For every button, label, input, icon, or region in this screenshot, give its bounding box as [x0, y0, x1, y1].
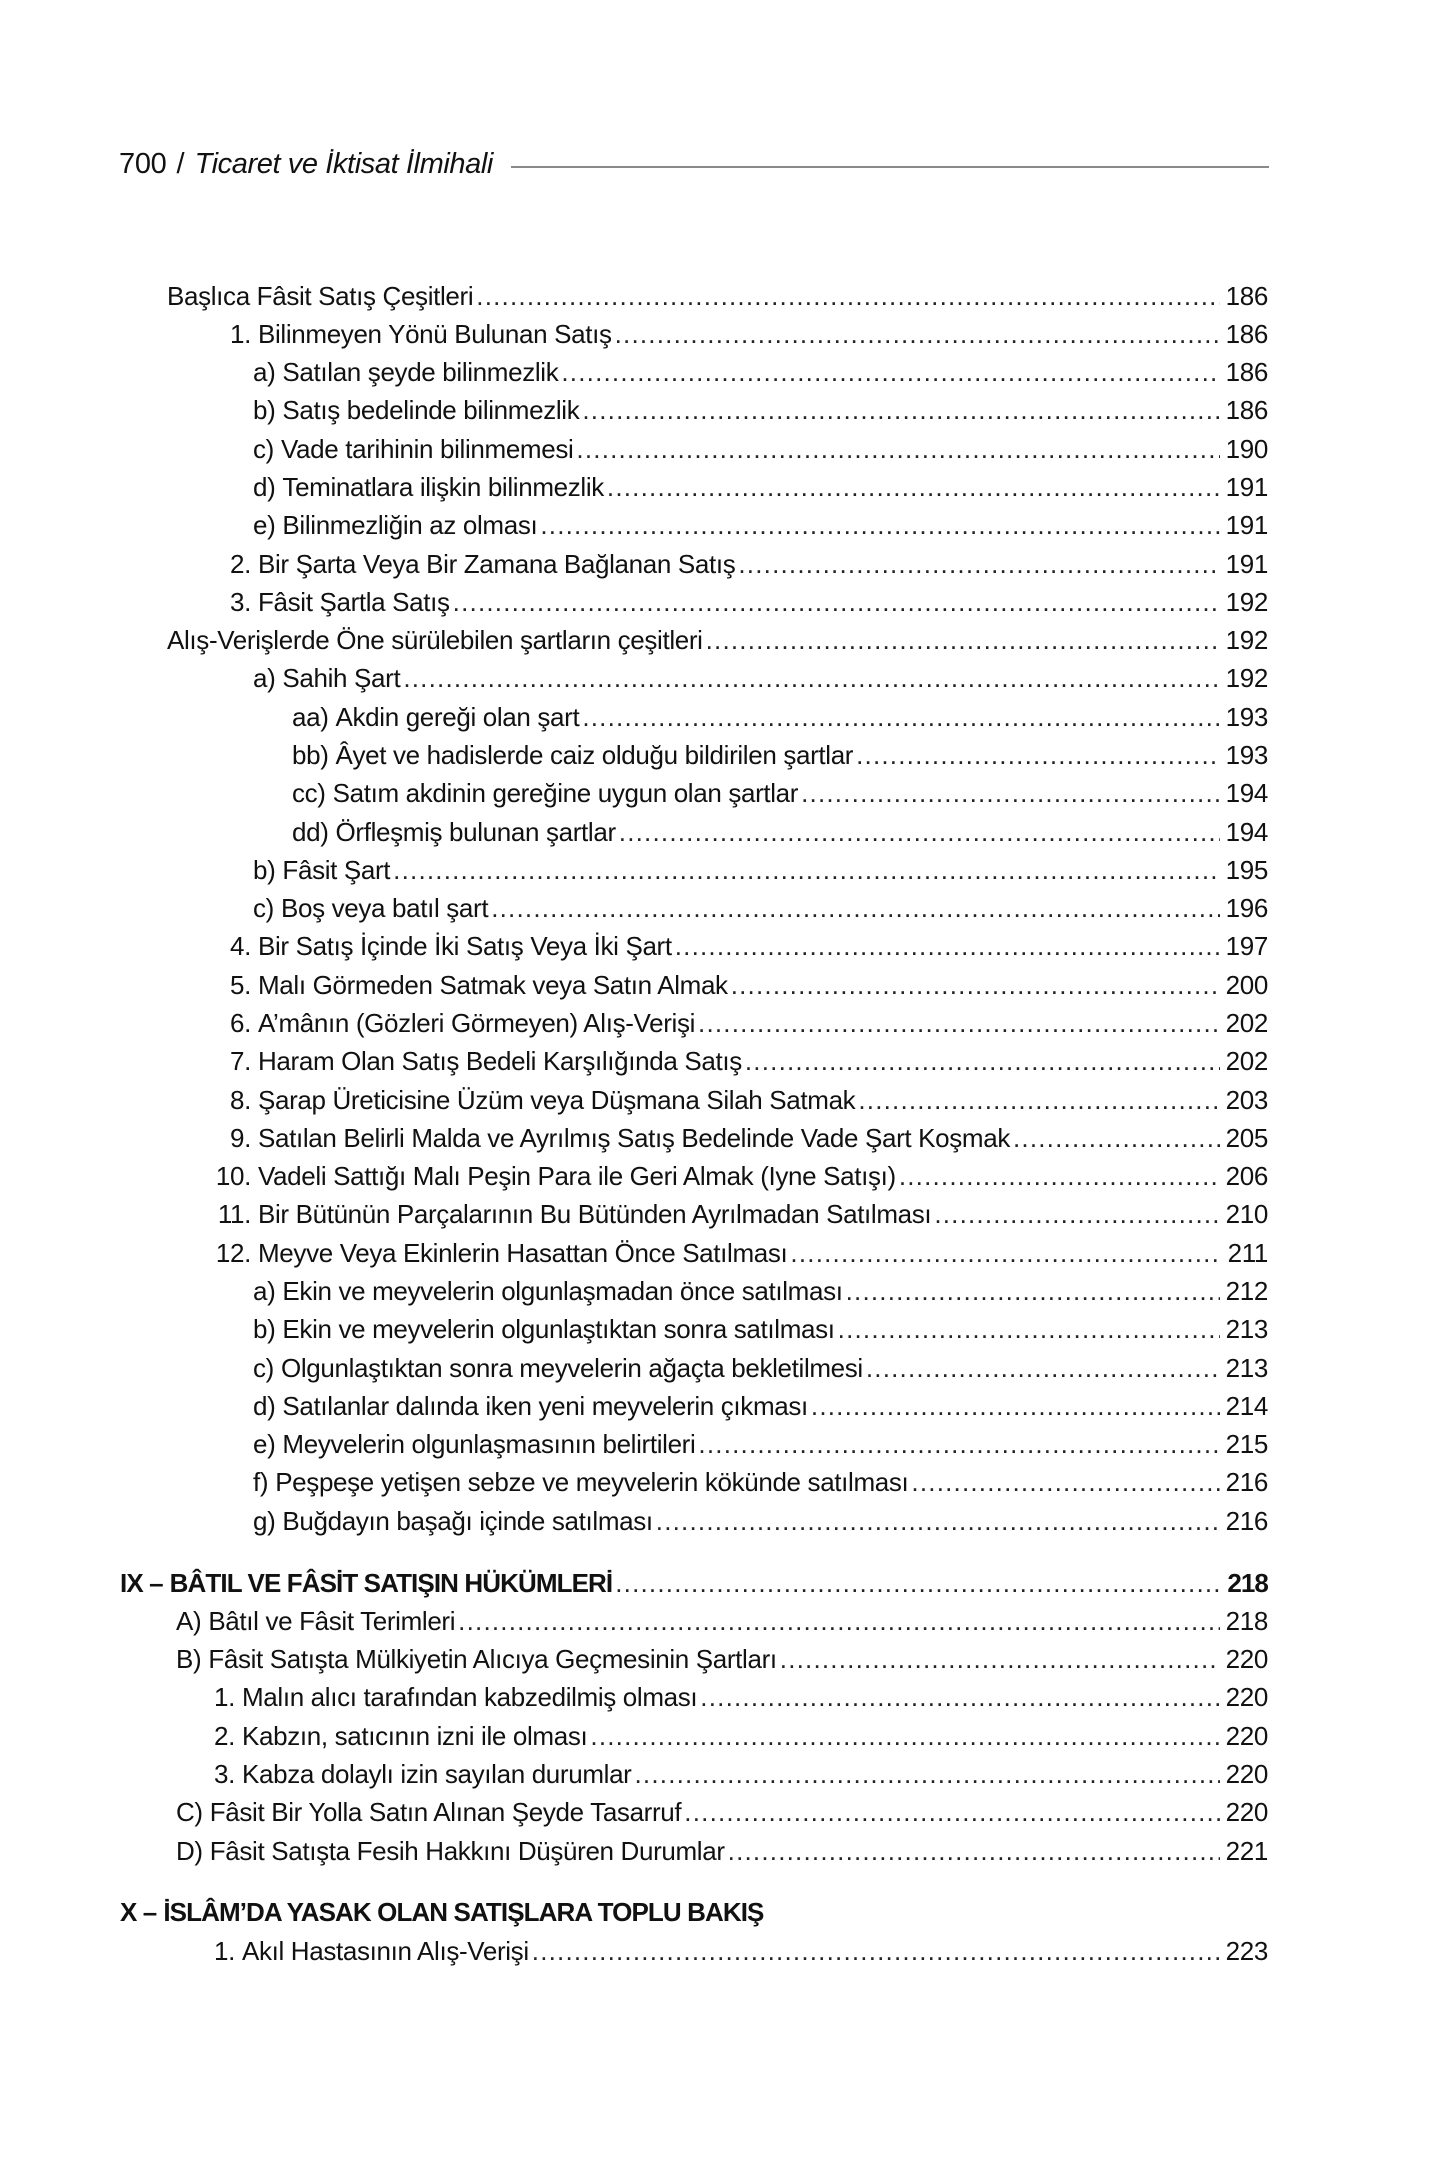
toc-entry-leader: [214, 1717, 1222, 1755]
toc-entry-page: 193: [1225, 702, 1268, 732]
toc-section-heading[interactable]: [0, 1893, 1440, 1931]
toc-entry[interactable]: [0, 774, 1440, 812]
dot-leader: [393, 851, 1220, 889]
toc-entry-title: Kabzın, satıcının izni ile olması: [241, 1721, 588, 1751]
toc-entry-title: Peşpeşe yetişen sebze ve meyvelerin kökünde satılması: [275, 1467, 909, 1497]
toc-entry-leader: [253, 1310, 1222, 1348]
toc-entry[interactable]: [0, 659, 1440, 697]
toc-entry-number: e): [253, 510, 276, 540]
toc-entry-page: 220: [1225, 1682, 1268, 1712]
toc-entry-title: Meyve Veya Ekinlerin Hasattan Önce Satılması: [258, 1238, 788, 1268]
dot-leader: [635, 1755, 1221, 1793]
toc-entry-leader: [253, 468, 1222, 506]
toc-entry-page: 220: [1225, 1797, 1268, 1827]
toc-entry[interactable]: [0, 506, 1440, 544]
toc-entry-page: 192: [1225, 625, 1268, 655]
toc-entry[interactable]: [0, 353, 1440, 391]
toc-entry-page: 213: [1225, 1314, 1268, 1344]
toc-entry-leader: [207, 1234, 1222, 1272]
toc-entry-title: Fâsit Satışta Mülkiyetin Alıcıya Geçmesinin Şartları: [208, 1644, 777, 1674]
toc-entry-number: c): [253, 893, 274, 923]
toc-entry-number: d): [253, 472, 276, 502]
toc-entry[interactable]: [0, 1678, 1440, 1716]
toc-entry-leader: [253, 353, 1222, 391]
toc-entry-number: aa): [292, 702, 329, 732]
dot-leader: [706, 621, 1220, 659]
toc-entry-leader: [292, 698, 1222, 736]
toc-entry-title: Teminatlara ilişkin bilinmezlik: [282, 472, 604, 502]
toc-entry-title: Vade tarihinin bilinmemesi: [280, 434, 574, 464]
toc-entry[interactable]: [0, 1119, 1440, 1157]
toc-entry-number: C): [176, 1797, 203, 1827]
dot-leader: [453, 583, 1220, 621]
toc-entry-title: Meyvelerin olgunlaşmasının belirtileri: [282, 1429, 696, 1459]
dot-leader: [700, 1678, 1220, 1716]
toc-entry-title: İSLÂM’DA YASAK OLAN SATIŞLARA TOPLU BAKIŞ: [163, 1897, 764, 1927]
toc-entry-title: Şarap Üreticisine Üzüm veya Düşmana Silah Satmak: [258, 1085, 856, 1115]
toc-entry[interactable]: [0, 1717, 1440, 1755]
toc-entry-title: Fâsit Satışta Fesih Hakkını Düşüren Durumlar: [209, 1836, 725, 1866]
toc-entry-number: 11.: [217, 1199, 251, 1229]
toc-entry-number: 6.: [230, 1008, 251, 1038]
dot-leader: [838, 1310, 1220, 1348]
dot-leader: [561, 353, 1220, 391]
toc-entry-leader: [253, 1349, 1222, 1387]
toc-entry-number: 1.: [214, 1682, 235, 1712]
toc-entry[interactable]: [0, 966, 1440, 1004]
page-number: 700: [119, 147, 167, 180]
toc-entry-page: 186: [1225, 281, 1268, 311]
toc-entry-page: 190: [1225, 434, 1268, 464]
toc-entry-title: Satış bedelinde bilinmezlik: [282, 395, 580, 425]
toc-entry[interactable]: [0, 1081, 1440, 1119]
toc-entry-leader: [214, 1678, 1222, 1716]
toc-entry-page: 197: [1225, 931, 1268, 961]
toc-entry-number: 4.: [230, 931, 251, 961]
toc-section-heading[interactable]: [0, 1564, 1440, 1602]
toc-entry-title: Bir Şarta Veya Bir Zamana Bağlanan Satış: [258, 549, 736, 579]
dot-leader: [858, 1081, 1220, 1119]
toc-entry-title: Boş veya batıl şart: [280, 893, 489, 923]
dot-leader: [684, 1793, 1220, 1831]
dot-leader: [619, 813, 1220, 851]
toc-entry[interactable]: [0, 315, 1440, 353]
toc-entry-number: 3.: [230, 587, 251, 617]
header-rule: [511, 166, 1269, 168]
dot-leader: [458, 1602, 1220, 1640]
toc-entry-number: e): [253, 1429, 276, 1459]
toc-entry[interactable]: [0, 1425, 1440, 1463]
toc-entry-number: 1.: [214, 1936, 235, 1966]
toc-entry-page: 186: [1225, 357, 1268, 387]
dot-leader: [1013, 1119, 1220, 1157]
book-title: Ticaret ve İktisat İlmihali: [194, 147, 493, 180]
toc-entry-number: a): [253, 663, 276, 693]
dot-leader: [728, 1832, 1220, 1870]
dot-leader: [675, 927, 1220, 965]
toc-entry-title: Ekin ve meyvelerin olgunlaştıktan sonra satılması: [282, 1314, 835, 1344]
toc-entry-number: cc): [292, 778, 326, 808]
toc-entry-leader: [253, 889, 1222, 927]
toc-entry-leader: [120, 1893, 1268, 1931]
toc-entry-leader: [253, 1425, 1222, 1463]
toc-entry-title: Haram Olan Satış Bedeli Karşılığında Satış: [258, 1046, 742, 1076]
dot-leader: [590, 1717, 1220, 1755]
toc-entry-leader: [176, 1793, 1222, 1831]
dot-leader: [934, 1195, 1220, 1233]
toc-entry-leader: [253, 506, 1222, 544]
toc-entry[interactable]: [0, 1932, 1440, 1970]
toc-entry[interactable]: [0, 277, 1440, 315]
toc-entry-title: Alış-Verişlerde Öne sürülebilen şartların çeşitleri: [167, 625, 703, 655]
toc-entry-leader: [207, 1042, 1222, 1080]
toc-entry[interactable]: [0, 1042, 1440, 1080]
toc-entry-page: 216: [1225, 1467, 1268, 1497]
toc-entry-number: 7.: [230, 1046, 251, 1076]
toc-entry-page: 218: [1227, 1568, 1268, 1598]
dot-leader: [801, 774, 1220, 812]
toc-entry-page: 221: [1225, 1836, 1268, 1866]
toc-entry-leader: [207, 1119, 1222, 1157]
toc-entry-title: Bâtıl ve Fâsit Terimleri: [208, 1606, 456, 1636]
toc-entry-number: 2.: [214, 1721, 235, 1751]
toc-entry-leader: [253, 1272, 1222, 1310]
toc-entry-title: Vadeli Sattığı Malı Peşin Para ile Geri Almak (Iyne Satışı): [258, 1161, 896, 1191]
toc-entry-title: A’mânın (Gözleri Görmeyen) Alış-Verişi: [258, 1008, 696, 1038]
dot-leader: [615, 315, 1220, 353]
toc-entry-leader: [207, 315, 1222, 353]
toc-entry-title: Bir Satış İçinde İki Satış Veya İki Şart: [258, 931, 672, 961]
toc-entry[interactable]: [0, 1195, 1440, 1233]
toc-entry-number: 8.: [230, 1085, 251, 1115]
dot-leader: [866, 1349, 1220, 1387]
toc-entry-leader: [253, 1387, 1222, 1425]
toc-entry[interactable]: [0, 1349, 1440, 1387]
toc-entry[interactable]: [0, 927, 1440, 965]
toc-entry-number: X –: [120, 1897, 157, 1927]
toc-entry-number: g): [253, 1506, 276, 1536]
toc-entry-page: 186: [1225, 395, 1268, 425]
dot-leader: [811, 1387, 1220, 1425]
toc-entry-number: D): [176, 1836, 203, 1866]
toc-entry-page: 195: [1225, 855, 1268, 885]
toc-entry[interactable]: [0, 583, 1440, 621]
toc-entry-number: d): [253, 1391, 276, 1421]
toc-entry-page: 191: [1225, 510, 1268, 540]
running-head: [119, 144, 1269, 184]
toc-entry-number: c): [253, 434, 274, 464]
toc-entry-number: B): [176, 1644, 202, 1674]
toc-entry-page: 203: [1225, 1085, 1268, 1115]
dot-leader: [607, 468, 1220, 506]
toc-entry-page: 215: [1225, 1429, 1268, 1459]
toc-entry-page: 220: [1225, 1759, 1268, 1789]
toc-entry-leader: [292, 813, 1222, 851]
toc-entry-title: Olgunlaştıktan sonra meyvelerin ağaçta bekletilmesi: [280, 1353, 863, 1383]
toc-entry-leader: [176, 1832, 1222, 1870]
dot-leader: [540, 506, 1220, 544]
dot-leader: [745, 1042, 1220, 1080]
dot-leader: [738, 545, 1220, 583]
toc-entry-leader: [207, 966, 1222, 1004]
toc-entry-title: Bir Bütünün Parçalarının Bu Bütünden Ayrılmadan Satılması: [258, 1199, 932, 1229]
toc-entry-number: 3.: [214, 1759, 235, 1789]
toc-entry-number: IX –: [120, 1568, 163, 1598]
toc-entry-leader: [120, 1564, 1222, 1602]
toc-entry-number: b): [253, 855, 276, 885]
toc-entry-page: 206: [1225, 1161, 1268, 1191]
toc-entry-number: a): [253, 357, 276, 387]
toc-entry-number: 10.: [215, 1161, 251, 1191]
toc-entry-leader: [207, 1195, 1222, 1233]
toc-entry-page: 212: [1225, 1276, 1268, 1306]
toc-entry[interactable]: [0, 1004, 1440, 1042]
toc-entry-page: 213: [1225, 1353, 1268, 1383]
toc-entry-leader: [176, 1640, 1222, 1678]
toc-entry-number: 9.: [230, 1123, 251, 1153]
toc-entry-page: 202: [1225, 1008, 1268, 1038]
toc-entry[interactable]: [0, 1157, 1440, 1195]
toc-entry-title: Ekin ve meyvelerin olgunlaşmadan önce satılması: [282, 1276, 843, 1306]
toc-entry[interactable]: [0, 621, 1440, 659]
toc-entry[interactable]: [0, 1602, 1440, 1640]
dot-leader: [615, 1564, 1220, 1602]
toc-entry-leader: [167, 277, 1222, 315]
toc-entry-title: Akıl Hastasının Alış-Verişi: [241, 1936, 529, 1966]
toc-entry-page: 220: [1225, 1644, 1268, 1674]
toc-entry[interactable]: [0, 851, 1440, 889]
toc-entry-page: 211: [1227, 1238, 1268, 1268]
toc-entry[interactable]: [0, 1234, 1440, 1272]
toc-entry-leader: [253, 1463, 1222, 1501]
toc-entry-number: f): [253, 1467, 269, 1497]
toc-entry-leader: [253, 659, 1222, 697]
toc-entry-leader: [207, 1081, 1222, 1119]
toc-entry-number: b): [253, 1314, 276, 1344]
toc-entry-leader: [207, 1004, 1222, 1042]
toc-entry-page: 192: [1225, 663, 1268, 693]
toc-entry-number: dd): [292, 817, 329, 847]
toc-entry-number: a): [253, 1276, 276, 1306]
toc-entry-leader: [292, 774, 1222, 812]
toc-entry-page: 191: [1225, 472, 1268, 502]
toc-entry-leader: [207, 545, 1222, 583]
toc-entry-number: 1.: [230, 319, 251, 349]
toc-entry-title: Bilinmeyen Yönü Bulunan Satış: [258, 319, 612, 349]
toc-entry-title: Malı Görmeden Satmak veya Satın Almak: [258, 970, 728, 1000]
toc-entry-title: Fâsit Şart: [282, 855, 391, 885]
toc-entry[interactable]: [0, 889, 1440, 927]
toc-entry-title: Başlıca Fâsit Satış Çeşitleri: [167, 281, 474, 311]
toc-entry-title: Fâsit Bir Yolla Satın Alınan Şeyde Tasarruf: [209, 1797, 682, 1827]
toc-entry-leader: [253, 391, 1222, 429]
toc-entry-title: Âyet ve hadislerde caiz olduğu bildirilen şartlar: [335, 740, 854, 770]
dot-leader: [899, 1157, 1220, 1195]
dot-leader: [780, 1640, 1220, 1678]
toc-entry-title: Bilinmezliğin az olması: [282, 510, 538, 540]
toc-entry-page: 194: [1225, 778, 1268, 808]
toc-entry-page: 210: [1225, 1199, 1268, 1229]
toc-entry-leader: [253, 851, 1222, 889]
toc-entry-page: 202: [1225, 1046, 1268, 1076]
toc-entry-number: 5.: [230, 970, 251, 1000]
toc-entry[interactable]: [0, 1272, 1440, 1310]
header-separator: /: [176, 147, 185, 180]
toc-entry-page: 196: [1225, 893, 1268, 923]
toc-entry[interactable]: [0, 1387, 1440, 1425]
dot-leader: [576, 430, 1220, 468]
toc-entry-page: 218: [1225, 1606, 1268, 1636]
toc-entry[interactable]: [0, 468, 1440, 506]
toc-entry[interactable]: [0, 1310, 1440, 1348]
toc-entry-page: 194: [1225, 817, 1268, 847]
dot-leader: [491, 889, 1220, 927]
toc-entry-leader: [207, 927, 1222, 965]
toc-entry-number: b): [253, 395, 276, 425]
toc-entry-number: A): [176, 1606, 202, 1636]
toc-entry-title: BÂTIL VE FÂSİT SATIŞIN HÜKÜMLERİ: [169, 1568, 613, 1598]
toc-entry-page: 186: [1225, 319, 1268, 349]
toc-entry-title: Malın alıcı tarafından kabzedilmiş olması: [241, 1682, 698, 1712]
toc-entry-title: Satılanlar dalında iken yeni meyvelerin çıkması: [282, 1391, 808, 1421]
toc-entry-leader: [214, 1932, 1222, 1970]
toc-entry[interactable]: [0, 430, 1440, 468]
toc-entry-number: c): [253, 1353, 274, 1383]
toc-entry-leader: [176, 1602, 1222, 1640]
toc-entry-page: 220: [1225, 1721, 1268, 1751]
toc-entry[interactable]: [0, 391, 1440, 429]
dot-leader: [856, 736, 1220, 774]
toc-entry-title: Kabza dolaylı izin sayılan durumlar: [241, 1759, 632, 1789]
toc-entry-number: 12.: [215, 1238, 251, 1268]
toc-entry-page: 200: [1225, 970, 1268, 1000]
toc-entry-page: 193: [1225, 740, 1268, 770]
dot-leader: [582, 698, 1220, 736]
toc-entry-page: 223: [1225, 1936, 1268, 1966]
toc-entry-page: 214: [1225, 1391, 1268, 1421]
dot-leader: [790, 1234, 1220, 1272]
toc-entry[interactable]: [0, 1793, 1440, 1831]
toc-entry-leader: [292, 736, 1222, 774]
toc-entry-page: 191: [1225, 549, 1268, 579]
toc-entry-leader: [207, 1157, 1222, 1195]
dot-leader: [911, 1463, 1220, 1501]
toc-entry[interactable]: [0, 736, 1440, 774]
toc-entry-title: Sahih Şart: [282, 663, 401, 693]
dot-leader: [698, 1004, 1220, 1042]
toc-entry[interactable]: [0, 545, 1440, 583]
toc-entry-page: 192: [1225, 587, 1268, 617]
toc-entry[interactable]: [0, 813, 1440, 851]
toc-entry-leader: [253, 1502, 1222, 1540]
toc-entry-leader: [214, 1755, 1222, 1793]
dot-leader: [476, 277, 1220, 315]
toc-entry-title: Satılan Belirli Malda ve Ayrılmış Satış Bedelinde Vade Şart Koşmak: [258, 1123, 1010, 1153]
toc-entry[interactable]: [0, 1640, 1440, 1678]
toc-entry-title: Akdin gereği olan şart: [335, 702, 580, 732]
dot-leader: [731, 966, 1220, 1004]
dot-leader: [698, 1425, 1220, 1463]
toc-entry[interactable]: [0, 698, 1440, 736]
dot-leader: [403, 659, 1220, 697]
toc-entry[interactable]: [0, 1463, 1440, 1501]
dot-leader: [532, 1932, 1220, 1970]
toc-entry[interactable]: [0, 1755, 1440, 1793]
toc-entry-title: Fâsit Şartla Satış: [258, 587, 450, 617]
toc-entry[interactable]: [0, 1502, 1440, 1540]
toc-entry-number: 2.: [230, 549, 251, 579]
toc-entry-title: Satılan şeyde bilinmezlik: [282, 357, 559, 387]
toc-entry-title: Satım akdinin gereğine uygun olan şartlar: [332, 778, 799, 808]
toc-entry-page: 216: [1225, 1506, 1268, 1536]
toc-entry[interactable]: [0, 1832, 1440, 1870]
toc-entry-title: Örfleşmiş bulunan şartlar: [335, 817, 616, 847]
toc-entry-page: 205: [1225, 1123, 1268, 1153]
toc-entry-leader: [207, 583, 1222, 621]
dot-leader: [846, 1272, 1220, 1310]
toc-entry-leader: [253, 430, 1222, 468]
dot-leader: [656, 1502, 1220, 1540]
toc-entry-number: bb): [292, 740, 329, 770]
dot-leader: [582, 391, 1220, 429]
toc-entry-title: Buğdayın başağı içinde satılması: [282, 1506, 653, 1536]
toc-entry-leader: [167, 621, 1222, 659]
